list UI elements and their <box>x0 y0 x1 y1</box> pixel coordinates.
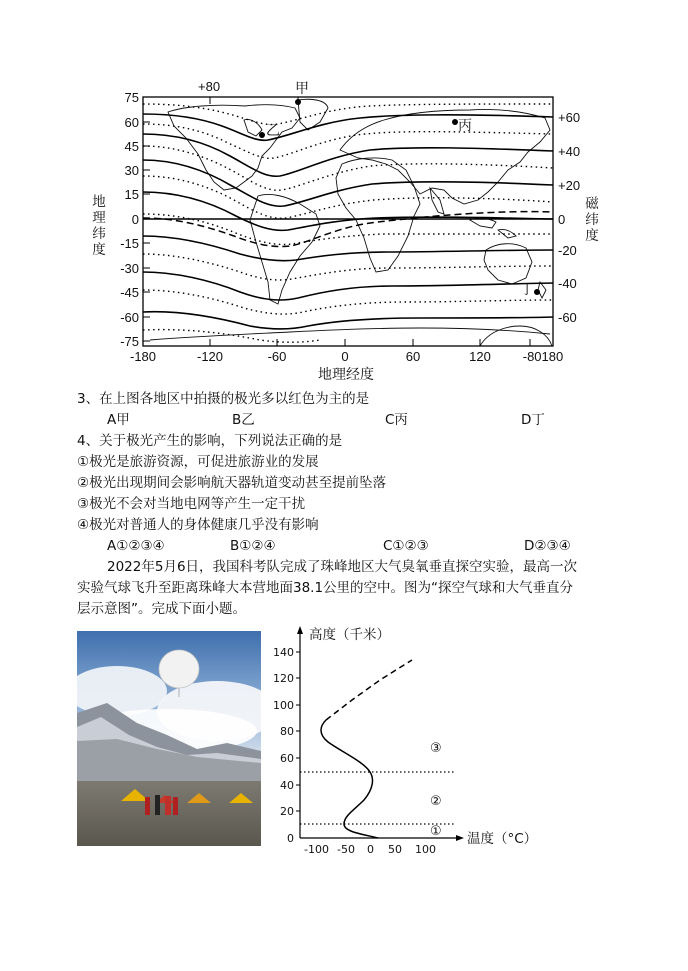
point-jia <box>295 99 301 105</box>
y-tick: 60 <box>280 752 294 765</box>
point-label-jia: 甲 <box>295 80 309 96</box>
q4-option-a[interactable]: A①②③④ <box>107 538 165 554</box>
lon-tick: 120 <box>469 349 491 364</box>
lat-tick: 0 <box>131 212 139 227</box>
y-left-title-char: 纬 <box>92 226 106 242</box>
world-map-svg <box>0 0 688 385</box>
q3-option-b[interactable]: B乙 <box>232 412 255 428</box>
mag-tick: +20 <box>558 178 581 193</box>
lat-tick: -60 <box>120 310 139 325</box>
y-left-title-char: 地 <box>92 194 106 210</box>
q4-statement: ④极光对普通人的身体健康几乎没有影响 <box>77 517 319 533</box>
mag-tick: -20 <box>558 243 577 258</box>
q3-option-a[interactable]: A甲 <box>107 412 130 428</box>
q4-statement: ③极光不会对当地电网等产生一定干扰 <box>77 496 306 512</box>
profile-svg <box>270 620 570 850</box>
layer-label-1: ① <box>430 824 442 839</box>
q4-statement: ①极光是旅游资源，可促进旅游业的发展 <box>77 454 319 470</box>
y-tick: 40 <box>280 779 294 792</box>
continent-outlines <box>150 99 552 346</box>
temperature-curve <box>321 720 378 838</box>
lon-tick: -180 <box>129 349 157 364</box>
magnetic-lines-dotted <box>143 104 553 342</box>
point-label-yi: 乙 <box>266 122 280 138</box>
map-frame <box>143 97 553 346</box>
q4-stem: 4、关于极光产生的影响，下列说法正确的是 <box>77 433 343 449</box>
passage-line-3: 层示意图”。完成下面小题。 <box>77 601 246 617</box>
y-right-title-char: 纬 <box>585 212 599 228</box>
y-left-title-char: 理 <box>92 210 106 226</box>
y-right-title-char: 磁 <box>585 196 599 212</box>
lat-tick: 45 <box>124 139 139 154</box>
q4-statement: ②极光出现期间会影响航天器轨道变动甚至提前坠落 <box>77 475 387 491</box>
point-label-bing: 丙 <box>458 117 472 133</box>
y-tick: 100 <box>273 699 294 712</box>
mag-tick: -60 <box>558 310 577 325</box>
point-yi <box>259 132 265 138</box>
y-right-title-char: 度 <box>585 228 599 244</box>
x-tick: 0 <box>367 843 374 856</box>
q3-option-c[interactable]: C丙 <box>385 412 408 428</box>
q3-option-d[interactable]: D丁 <box>521 412 545 428</box>
layer-label-3: ③ <box>430 741 442 756</box>
world-map-figure <box>0 0 688 385</box>
point-ding <box>534 289 540 295</box>
lat-tick: 75 <box>124 90 139 105</box>
lat-tick: 30 <box>124 163 139 178</box>
q3-stem: 3、在上图各地区中拍摄的极光多以红色为主的是 <box>77 391 370 407</box>
lat-tick: -15 <box>120 236 139 251</box>
mag-tick: +60 <box>558 110 581 125</box>
lon-tick: 60 <box>405 349 421 364</box>
lon-tick: 0 <box>341 349 349 364</box>
q4-option-d[interactable]: D②③④ <box>524 538 571 554</box>
passage-line-2: 实验气球飞升至距离珠峰大本营地面38.1公里的空中。图为“探空气球和大气垂直分 <box>77 580 574 596</box>
lat-tick: 15 <box>124 187 139 202</box>
lat-tick: -75 <box>120 334 139 349</box>
balloon-photo <box>77 631 261 846</box>
y-tick: 120 <box>273 672 294 685</box>
y-axis-title: 高度（千米） <box>309 627 390 643</box>
atmosphere-profile-chart <box>270 620 570 856</box>
magnetic-lines-solid <box>143 114 553 329</box>
lon-tick: -120 <box>196 349 224 364</box>
mag-tick: -40 <box>558 276 577 291</box>
point-label-ding: 丁 <box>520 281 534 297</box>
lat-tick: 60 <box>124 115 139 130</box>
x-tick: -50 <box>337 843 355 856</box>
x-tick: 100 <box>415 843 436 856</box>
q4-option-b[interactable]: B①②④ <box>230 538 276 554</box>
lon-tick: -80180 <box>522 349 564 364</box>
lat-tick: -30 <box>120 261 139 276</box>
top-label-plus80: +80 <box>198 79 221 94</box>
x-tick: 50 <box>388 843 402 856</box>
mag-tick: 0 <box>558 212 566 227</box>
y-left-title-char: 度 <box>92 242 106 258</box>
y-tick: 140 <box>273 646 294 659</box>
passage-line-1: 2022年5月6日，我国科考队完成了珠峰地区大气臭氧垂直探空实验，最高一次 <box>107 559 578 575</box>
temperature-curve-dashed <box>326 660 412 720</box>
y-tick: 0 <box>287 832 294 845</box>
y-tick: 20 <box>280 805 294 818</box>
x-axis-title: 温度（°C） <box>467 831 538 847</box>
lat-tick: -45 <box>120 285 139 300</box>
magnetic-equator <box>143 212 553 247</box>
mag-tick: +40 <box>558 144 581 159</box>
x-tick: -100 <box>304 843 329 856</box>
layer-label-2: ② <box>430 794 442 809</box>
x-axis-title: 地理经度 <box>318 367 374 383</box>
lon-tick: -60 <box>267 349 287 364</box>
y-tick: 80 <box>280 725 294 738</box>
q4-option-c[interactable]: C①②③ <box>383 538 429 554</box>
